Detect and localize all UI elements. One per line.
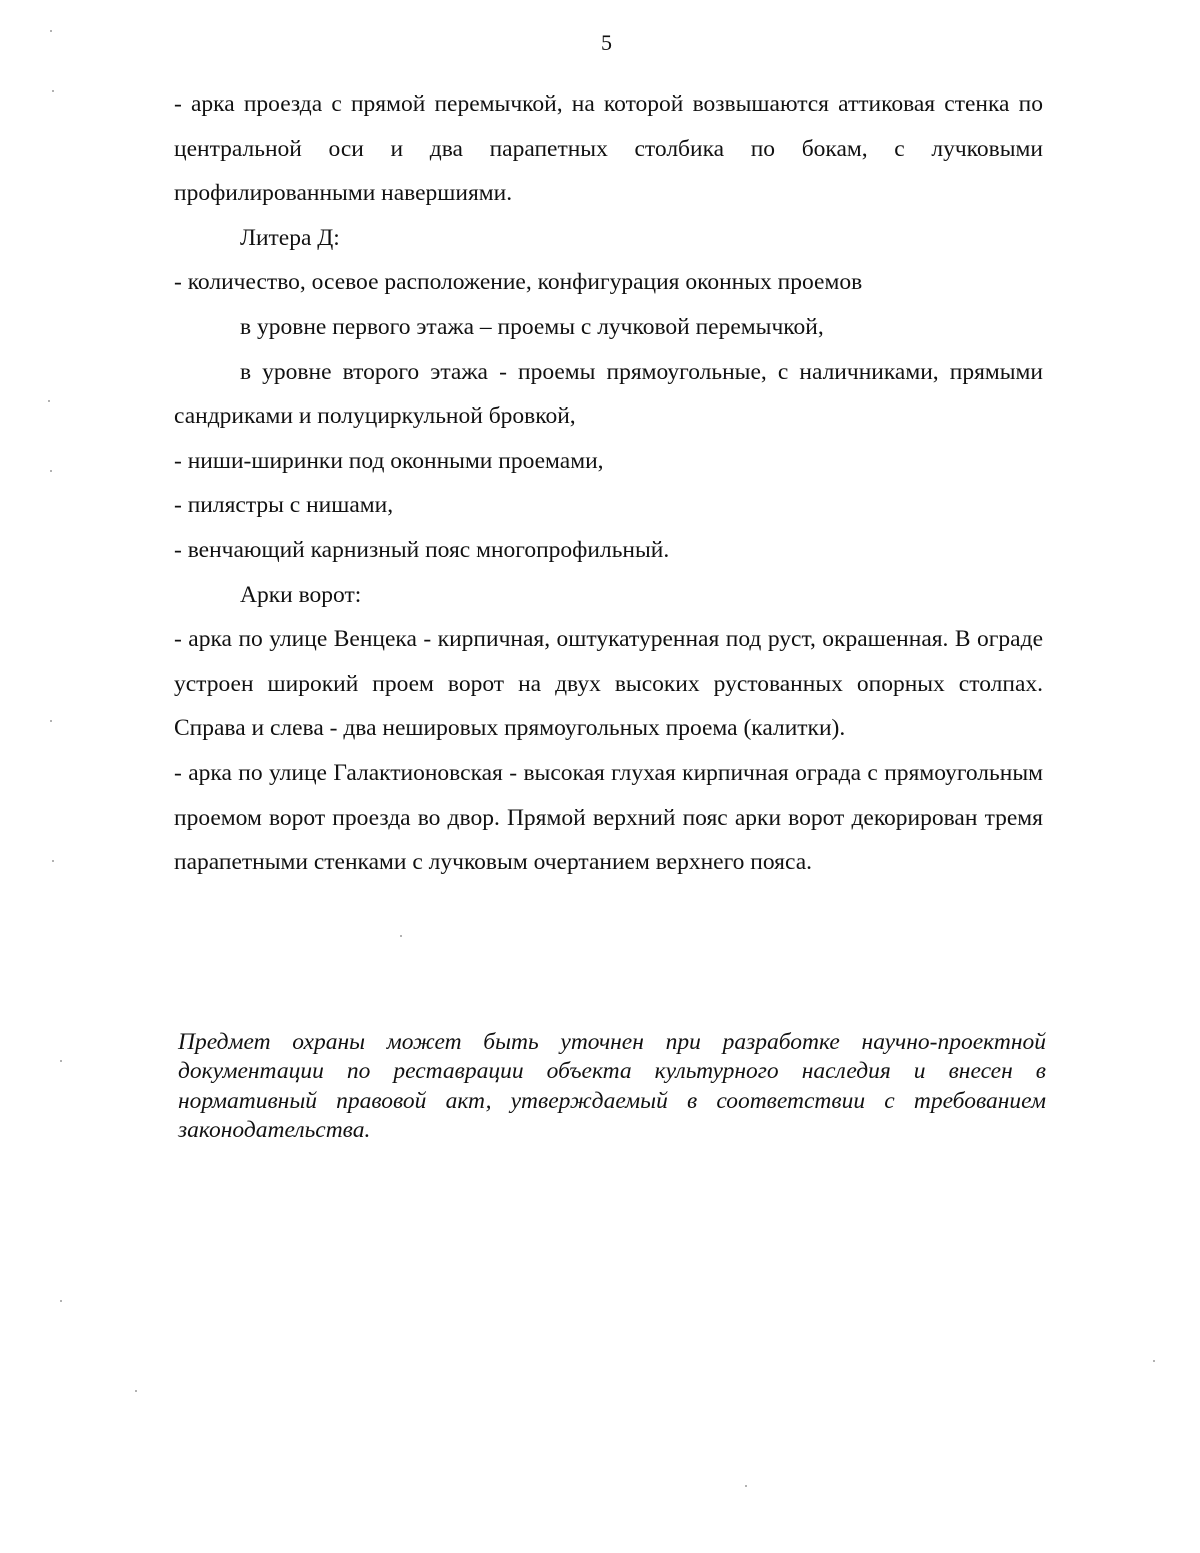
paragraph-first-floor: в уровне первого этажа – проемы с лучковой перемычкой, [240,313,824,340]
paragraph-niches: - ниши-ширинки под оконными проемами, [174,447,604,474]
paragraph-galaktionovskaya-arch: - арка по улице Галактионовская - высокая глухая кирпичная ограда с прямоугольным проемом ворот проезда во двор. Прямой верхний пояс арки ворот декорирован тремя парапетными стенками с лучковым очертанием верхнего пояса. [174,759,1043,876]
heading-gate-arches: Арки ворот: [240,581,362,608]
page-number: 5 [601,30,612,55]
paragraph-pilasters: - пилястры с нишами, [174,492,394,519]
paragraph-arch-driveway: - арка проезда с прямой перемычкой, на которой возвышаются аттиковая стенка по центральной оси и два парапетных столбика по бокам, с лучковыми профилированными навершиями. [174,91,1043,207]
paragraph-ventseka-arch: - арка по улице Венцека - кирпичная, оштукатуренная под руст, окрашенная. В ограде устроен широкий проем ворот на двух высоких рустованных опорных столпах. Справа и слева - два нешировых прямоугольных проема (калитки). [174,626,1043,742]
paragraph-cornice: - венчающий карнизный пояс многопрофильный. [174,536,670,563]
paragraph-window-openings: - количество, осевое расположение, конфигурация оконных проемов [174,269,863,296]
paragraph-second-floor: в уровне второго этажа - проемы прямоугольные, с наличниками, прямыми сандриками и полуциркульной бровкой, [174,358,1043,430]
protection-subject-note: Предмет охраны может быть уточнен при разработке научно-проектной документации по реставрации объекта культурного наследия и внесен в нормативный правовой акт, утверждаемый в соответствии с требованием законодательства. [178,1028,1046,1143]
document-body [174,82,1043,885]
heading-litera-d: Литера Д: [240,224,340,251]
